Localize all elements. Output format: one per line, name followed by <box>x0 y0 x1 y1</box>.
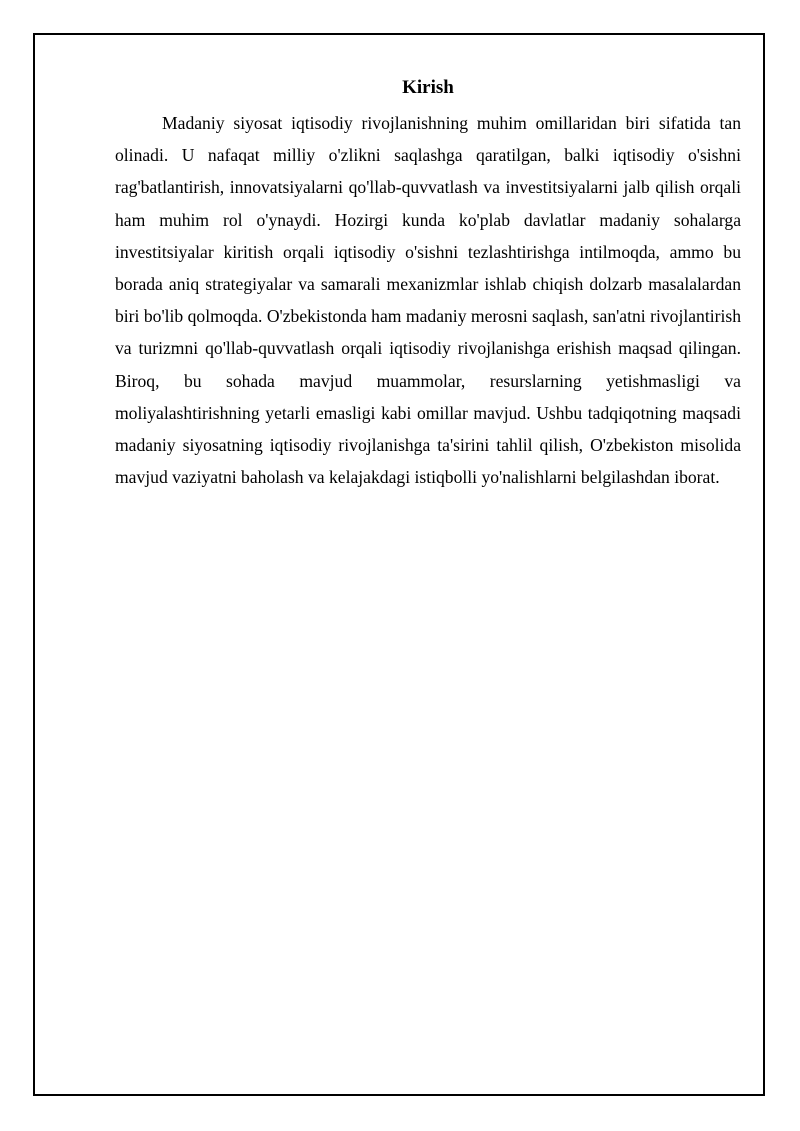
document-title: Kirish <box>402 77 454 98</box>
introduction-paragraph: Madaniy siyosat iqtisodiy rivojlanishning muhim omillaridan biri sifatida tan olinadi. U nafaqat milliy o'zlikni saqlashga qaratilgan, balki iqtisodiy o'sishni rag'batlantirish, innovatsiyalarni qo'llab-quvvatlash va investitsiyalarni jalb qilish orqali ham muhim rol o'ynaydi. Hozirgi kunda ko'plab davlatlar madaniy sohalarga investitsiyalar kiritish orqali iqtisodiy o'sishni tezlashtirishga intilmoqda, ammo bu borada aniq strategiyalar va samarali mexanizmlar ishlab chiqish dolzarb masalalardan biri bo'lib qolmoqda. O'zbekistonda ham madaniy merosni saqlash, san'atni rivojlantirish va turizmni qo'llab-quvvatlash orqali iqtisodiy rivojlanishga erishish maqsad qilingan. Biroq, bu sohada mavjud muammolar, resurslarning yetishmasligi va moliyalashtirishning yetarli emasligi kabi omillar mavjud. Ushbu tadqiqotning maqsadi madaniy siyosatning iqtisodiy rivojlanishga ta'sirini tahlil qilish, O'zbekiston misolida mavjud vaziyatni baholash va kelajakdagi istiqbolli yo'nalishlarni belgilashdan iborat. <box>115 113 741 488</box>
document-body <box>115 76 741 493</box>
